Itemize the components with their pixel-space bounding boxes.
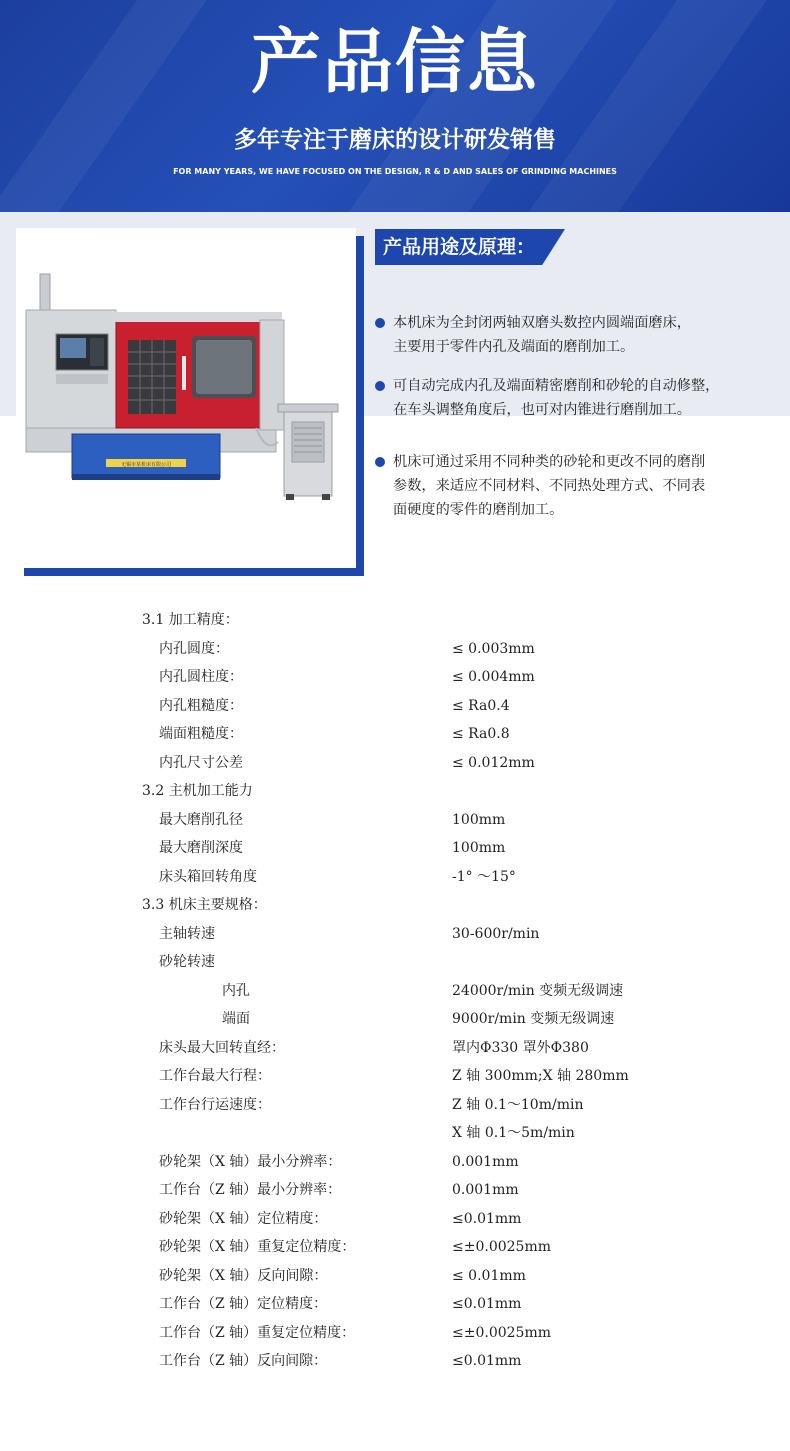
spec-row xyxy=(0,1148,790,1176)
bullet-line: 可自动完成内孔及端面精密磨削和砂轮的自动修整， xyxy=(393,378,720,394)
spec-label: 3.3 机床主要规格： xyxy=(142,897,267,913)
spec-row xyxy=(0,834,790,862)
spec-row xyxy=(0,720,790,748)
spec-value: 罩内Φ330 罩外Φ380 xyxy=(452,1039,589,1056)
spec-value: -1° ～15° xyxy=(452,868,516,885)
spec-value: X 轴 0.1～5m/min xyxy=(452,1125,575,1141)
spec-value: ≤ 0.003mm xyxy=(452,640,535,657)
spec-label: 内孔尺寸公差 xyxy=(159,754,243,771)
spec-label: 砂轮架（X 轴）定位精度： xyxy=(159,1210,328,1227)
spec-value: ≤ Ra0.4 xyxy=(452,697,510,714)
spec-row xyxy=(0,920,790,948)
spec-row xyxy=(0,635,790,663)
spec-row xyxy=(0,1347,790,1375)
spec-value: Z 轴 300mm;X 轴 280mm xyxy=(452,1068,629,1084)
bullet-item xyxy=(375,311,775,359)
spec-label: 主轴转速 xyxy=(159,925,215,942)
spec-row xyxy=(0,1176,790,1204)
spec-label: 工作台行运速度： xyxy=(159,1096,271,1113)
bullet-line: 参数，来适应不同材料、不同热处理方式、不同表 xyxy=(393,478,706,494)
spec-value: 30-600r/min xyxy=(452,925,540,942)
spec-label: 3.2 主机加工能力 xyxy=(142,783,253,799)
spec-label: 最大磨削孔径 xyxy=(159,811,243,828)
bullet-dot-icon xyxy=(375,381,385,391)
spec-section-heading xyxy=(0,891,790,919)
spec-row xyxy=(0,1119,790,1147)
spec-value: ≤±0.0025mm xyxy=(452,1324,551,1341)
spec-row xyxy=(0,1062,790,1090)
spec-label: 内孔圆度： xyxy=(159,640,229,657)
spec-value: 0.001mm xyxy=(452,1153,519,1170)
bullet-line: 主要用于零件内孔及端面的磨削加工。 xyxy=(393,339,635,355)
spec-row xyxy=(0,663,790,691)
spec-row xyxy=(0,1233,790,1261)
bullet-item xyxy=(375,374,775,422)
spec-section-heading xyxy=(0,777,790,805)
product-image xyxy=(16,228,356,568)
spec-row xyxy=(0,1290,790,1318)
spec-row xyxy=(0,749,790,777)
spec-value: 9000r/min 变频无级调速 xyxy=(452,1011,615,1027)
hero-banner xyxy=(0,0,790,212)
spec-label: 工作台（Z 轴）定位精度： xyxy=(159,1296,328,1312)
section-title: 产品用途及原理： xyxy=(383,236,536,258)
spec-value: ≤0.01mm xyxy=(452,1296,522,1312)
spec-label: 工作台（Z 轴）最小分辨率： xyxy=(159,1182,342,1198)
spec-value: 24000r/min 变频无级调速 xyxy=(452,982,624,999)
spec-label: 内孔粗糙度： xyxy=(159,697,243,714)
spec-value: ≤±0.0025mm xyxy=(452,1239,551,1255)
spec-label: 工作台（Z 轴）重复定位精度： xyxy=(159,1324,356,1341)
page-subtitle-english: FOR MANY YEARS, WE HAVE FOCUSED ON THE DESIGN, R & D AND SALES OF GRINDING MACHINES xyxy=(173,167,617,176)
spec-row xyxy=(0,948,790,976)
spec-row xyxy=(0,1034,790,1062)
spec-value: 100mm xyxy=(452,811,506,828)
spec-value: ≤ 0.004mm xyxy=(452,669,535,685)
bullet-line: 在车头调整角度后，也可对内锥进行磨削加工。 xyxy=(393,402,691,418)
bullet-dot-icon xyxy=(375,457,385,467)
spec-label: 最大磨削深度 xyxy=(159,840,243,856)
spec-label: 砂轮架（X 轴）最小分辨率： xyxy=(159,1153,342,1170)
spec-label: 端面 xyxy=(222,1011,250,1027)
spec-label: 内孔圆柱度： xyxy=(159,669,243,685)
bullet-line: 机床可通过采用不同种类的砂轮和更改不同的磨削 xyxy=(393,454,706,470)
spec-row xyxy=(0,1005,790,1033)
spec-label: 工作台最大行程： xyxy=(159,1068,271,1084)
spec-value: ≤ 0.012mm xyxy=(452,754,535,771)
spec-row xyxy=(0,1205,790,1233)
spec-section-heading xyxy=(0,606,790,634)
spec-value: 100mm xyxy=(452,840,506,856)
spec-row xyxy=(0,1262,790,1290)
spec-row xyxy=(0,1319,790,1347)
spec-row xyxy=(0,1091,790,1119)
spec-row xyxy=(0,863,790,891)
grinding-machine-illustration xyxy=(16,228,356,568)
spec-value: ≤0.01mm xyxy=(452,1353,522,1369)
spec-value: 0.001mm xyxy=(452,1182,519,1198)
spec-label: 床头箱回转角度 xyxy=(159,868,257,885)
machine-nameplate: 无锡市某机床有限公司 xyxy=(120,462,172,468)
spec-row xyxy=(0,977,790,1005)
page-subtitle: 多年专注于磨床的设计研发销售 xyxy=(234,127,556,153)
bullet-line: 面硬度的零件的磨削加工。 xyxy=(393,502,564,518)
spec-label: 砂轮架（X 轴）反向间隙： xyxy=(159,1267,328,1284)
spec-label: 工作台（Z 轴）反向间隙： xyxy=(159,1353,328,1369)
spec-label: 床头最大回转直经： xyxy=(159,1039,285,1056)
spec-label: 内孔 xyxy=(222,982,250,999)
page-title: 产品信息 xyxy=(251,20,539,103)
spec-value: ≤ 0.01mm xyxy=(452,1267,526,1284)
bullet-item xyxy=(375,450,775,522)
spec-label: 3.1 加工精度： xyxy=(142,612,239,628)
spec-label: 砂轮转速 xyxy=(159,954,215,970)
bullet-dot-icon xyxy=(375,318,385,328)
bullet-line: 本机床为全封闭两轴双磨头数控内圆端面磨床， xyxy=(393,315,691,331)
spec-label: 砂轮架（X 轴）重复定位精度： xyxy=(159,1239,356,1255)
spec-value: ≤ Ra0.8 xyxy=(452,726,510,742)
spec-value: ≤0.01mm xyxy=(452,1210,522,1227)
spec-row xyxy=(0,692,790,720)
spec-label: 端面粗糙度： xyxy=(159,726,243,742)
spec-row xyxy=(0,806,790,834)
spec-value: Z 轴 0.1～10m/min xyxy=(452,1096,584,1113)
